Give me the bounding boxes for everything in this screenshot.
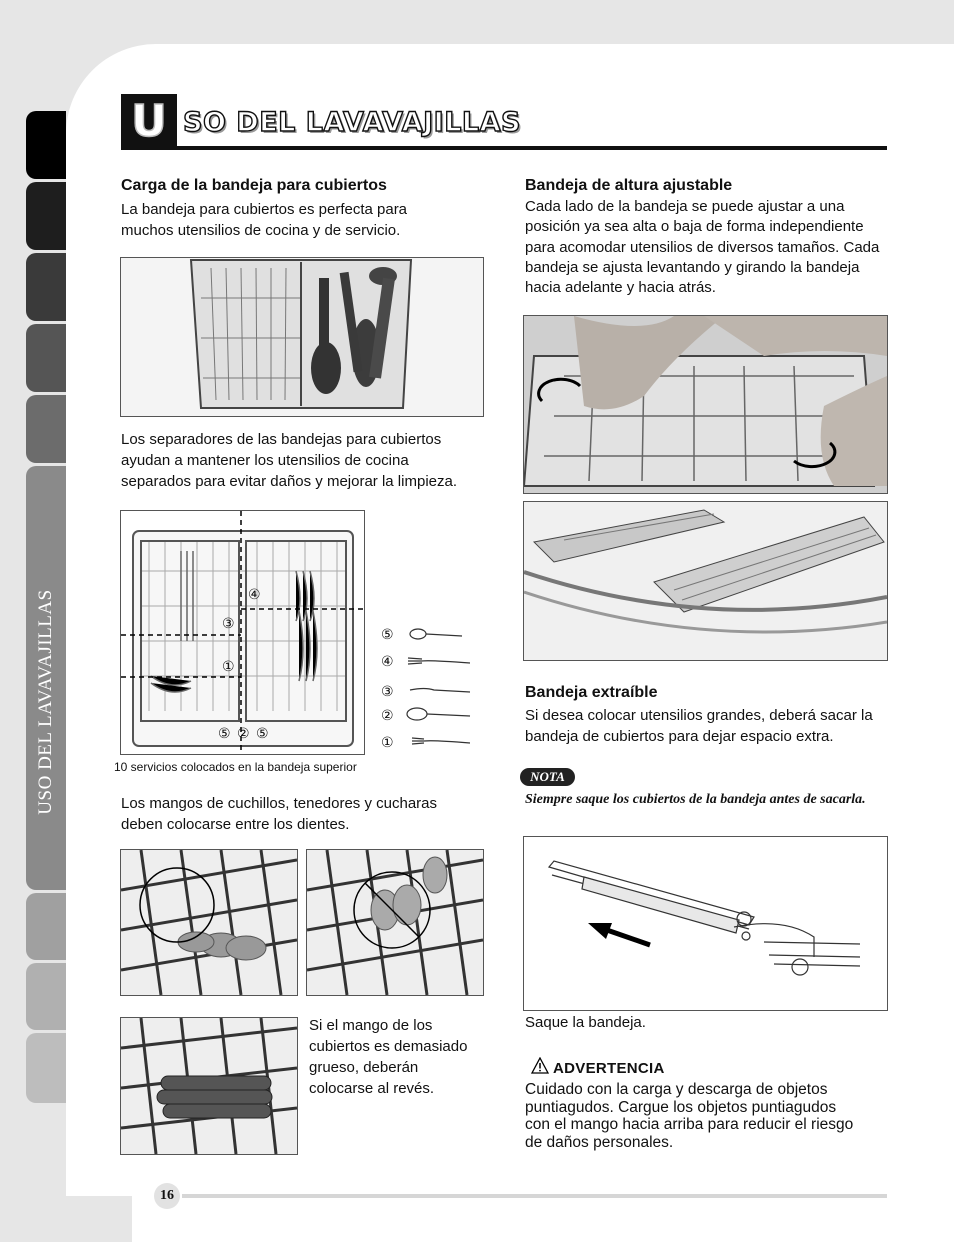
utensil-legend-icons [400,624,476,754]
cutlery-tray-photo [120,257,484,417]
handles-text: Los mangos de cuchillos, tenedores y cucharas deben colocarse entre los dientes. [121,795,438,833]
legend-number-5: ⑤ [381,627,394,643]
page-number: 16 [154,1183,180,1209]
legend-number-1: ① [381,735,394,751]
side-tab-4[interactable] [26,324,66,392]
side-section-label: USO DEL LAVAVAJILLAS [35,589,56,815]
pull-tray-caption: Saque la bandeja. [525,1014,646,1031]
bottom-band [0,1196,132,1242]
cutlery-tray-heading: Carga de la bandeja para cubiertos [121,177,387,194]
thick-handle-text: Si el mango de los cubiertos es demasiado grueso, deberán colocarse al revés. [309,1017,468,1097]
tray-layout-diagram [120,510,365,755]
adjustable-tray-text: Cada lado de la bandeja se puede ajustar a una posición ya sea alta o baja de forma independiente para acomodar utensilios de diversos tamaños. Cada bandeja se ajusta levantando y girando la bandeja hacia adelante y hacia atrás. [525,198,880,297]
tray-zone-4-label: ④ [248,587,261,603]
side-tab-7[interactable] [26,893,66,960]
footer-rule [182,1194,887,1198]
tray-diagram-caption: 10 servicios colocados en la bandeja superior [114,760,357,774]
note-badge: NOTA [520,768,575,786]
legend-number-3: ③ [381,684,394,700]
tray-zone-1-label: ① [222,659,235,675]
adjust-height-photo [523,315,888,494]
thick-handle-photo [120,1017,298,1155]
legend-number-4: ④ [381,654,394,670]
tray-zone-bottom-labels: ⑤ ② ⑤ [218,726,270,742]
title-underline [177,146,887,150]
warning-label: ADVERTENCIA [553,1060,665,1077]
handles-incorrect-photo [306,849,484,996]
side-tab-2[interactable] [26,182,66,250]
handles-correct-photo [120,849,298,996]
title-initial: U [131,96,167,147]
side-tab-1[interactable] [26,111,66,179]
removable-tray-text: Si desea colocar utensilios grandes, deberá sacar la bandeja de cubiertos para dejar espacio extra. [525,707,873,745]
pull-tray-diagram [523,836,888,1011]
removable-tray-heading: Bandeja extraíble [525,684,658,701]
warning-triangle-icon [531,1057,549,1075]
side-tab-3[interactable] [26,253,66,321]
side-tab-8[interactable] [26,963,66,1030]
note-text: Siempre saque los cubiertos de la bandeja antes de sacarla. [525,792,866,807]
warning-text: Cuidado con la carga y descarga de objetos puntiagudos. Cargue los objetos puntiagudos con el mango hacia arriba para reducir el riesgo de daños personales. [525,1081,854,1152]
cutlery-tray-text: La bandeja para cubiertos es perfecta para muchos utensilios de cocina y de servicio. [121,201,408,239]
side-tab-9[interactable] [26,1033,66,1103]
separators-text: Los separadores de las bandejas para cubiertos ayudan a mantener los utensilios de cocina separados para evitar daños y mejorar la limpieza. [121,431,457,490]
adjustable-tray-heading: Bandeja de altura ajustable [525,177,733,194]
tray-side-view-photo [523,501,888,661]
tray-zone-3-label: ③ [222,616,235,632]
page-title: SO DEL LAVAVAJILLAS [183,107,521,138]
legend-number-2: ② [381,708,394,724]
side-tab-5[interactable] [26,395,66,463]
